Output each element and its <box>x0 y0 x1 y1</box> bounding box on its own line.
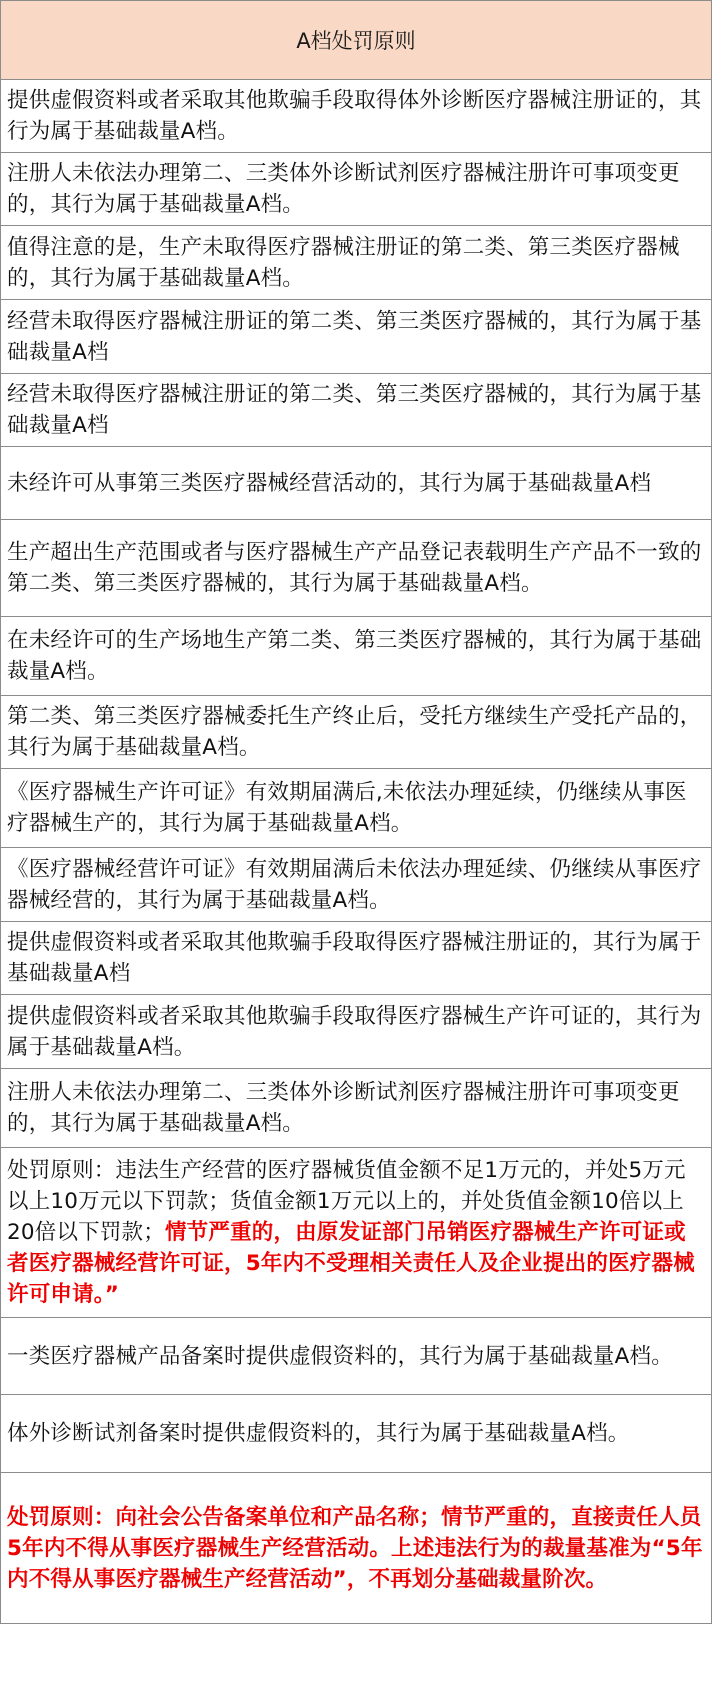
table-header <box>1 1 711 80</box>
row-text: 值得注意的是，生产未取得医疗器械注册证的第二类、第三类医疗器械的，其行为属于基础裁量A档。 <box>7 234 680 291</box>
row-text: 生产超出生产范围或者与医疗器械生产产品登记表载明生产产品不一致的第二类、第三类医疗器械的，其行为属于基础裁量A档。 <box>7 540 702 596</box>
row-text: 未经许可从事第三类医疗器械经营活动的，其行为属于基础裁量A档 <box>7 470 652 496</box>
table-row <box>1 769 711 848</box>
row-text: 提供虚假资料或者采取其他欺骗手段取得体外诊断医疗器械注册证的，其行为属于基础裁量A档。 <box>7 88 702 144</box>
table-row <box>1 922 711 995</box>
table-row <box>1 1395 711 1473</box>
row-text: 第二类、第三类医疗器械委托生产终止后，受托方继续生产受托产品的，其行为属于基础裁量A档。 <box>7 704 702 760</box>
row-text: 经营未取得医疗器械注册证的第二类、第三类医疗器械的，其行为属于基础裁量A档 <box>7 308 702 365</box>
table-row-penalty-principle-filing <box>1 1473 711 1623</box>
table-row <box>1 617 711 696</box>
table-row-penalty-principle <box>1 1148 711 1318</box>
table-row <box>1 520 711 617</box>
table-row <box>1 300 711 374</box>
table-row <box>1 80 711 153</box>
table-row <box>1 1069 711 1148</box>
row-text: 在未经许可的生产场地生产第二类、第三类医疗器械的，其行为属于基础裁量A档。 <box>7 628 702 684</box>
row-text <box>7 1155 703 1310</box>
row-text: 注册人未依法办理第二、三类体外诊断试剂医疗器械注册许可事项变更的，其行为属于基础裁量A档。 <box>7 161 680 217</box>
table-title: A档处罚原则 <box>296 29 416 53</box>
table-row <box>1 848 711 922</box>
row-text: 《医疗器械经营许可证》有效期届满后未依法办理延续、仍继续从事医疗器械经营的，其行为属于基础裁量A档。 <box>7 856 702 913</box>
table-row <box>1 1318 711 1395</box>
row-text: 经营未取得医疗器械注册证的第二类、第三类医疗器械的，其行为属于基础裁量A档 <box>7 382 702 438</box>
penalty-principle-filing-text: 处罚原则：向社会公告备案单位和产品名称；情节严重的，直接责任人员5年内不得从事医疗器械生产经营活动。上述违法行为的裁量基准为“5年内不得从事医疗器械生产经营活动”，不再划分基础裁量阶次。 <box>7 1504 703 1592</box>
table-row <box>1 447 711 520</box>
table-row <box>1 226 711 300</box>
row-text: 注册人未依法办理第二、三类体外诊断试剂医疗器械注册许可事项变更的，其行为属于基础裁量A档。 <box>7 1080 680 1136</box>
penalty-principle-severe-text: 情节严重的，由原发证部门吊销医疗器械生产许可证或者医疗器械经营许可证，5年内不受理相关责任人及企业提出的医疗器械许可申请。” <box>7 1220 695 1307</box>
table-row <box>1 153 711 226</box>
penalty-principle-text: 处罚原则：违法生产经营的医疗器械货值金额不足1万元的，并处5万元以上10万元以下罚款；货值金额1万元以上的，并处货值金额10倍以上20倍以下罚款； <box>7 1158 686 1245</box>
table-row <box>1 995 711 1069</box>
table-row <box>1 696 711 769</box>
row-text: 提供虚假资料或者采取其他欺骗手段取得医疗器械注册证的，其行为属于基础裁量A档 <box>7 930 702 986</box>
row-text: 体外诊断试剂备案时提供虚假资料的，其行为属于基础裁量A档。 <box>7 1421 630 1446</box>
row-text: 一类医疗器械产品备案时提供虚假资料的，其行为属于基础裁量A档。 <box>7 1343 673 1369</box>
table-row <box>1 374 711 447</box>
row-text: 《医疗器械生产许可证》有效期届满后,未依法办理延续，仍继续从事医疗器械生产的，其行为属于基础裁量A档。 <box>7 780 687 836</box>
row-text: 提供虚假资料或者采取其他欺骗手段取得医疗器械生产许可证的，其行为属于基础裁量A档。 <box>7 1003 702 1060</box>
